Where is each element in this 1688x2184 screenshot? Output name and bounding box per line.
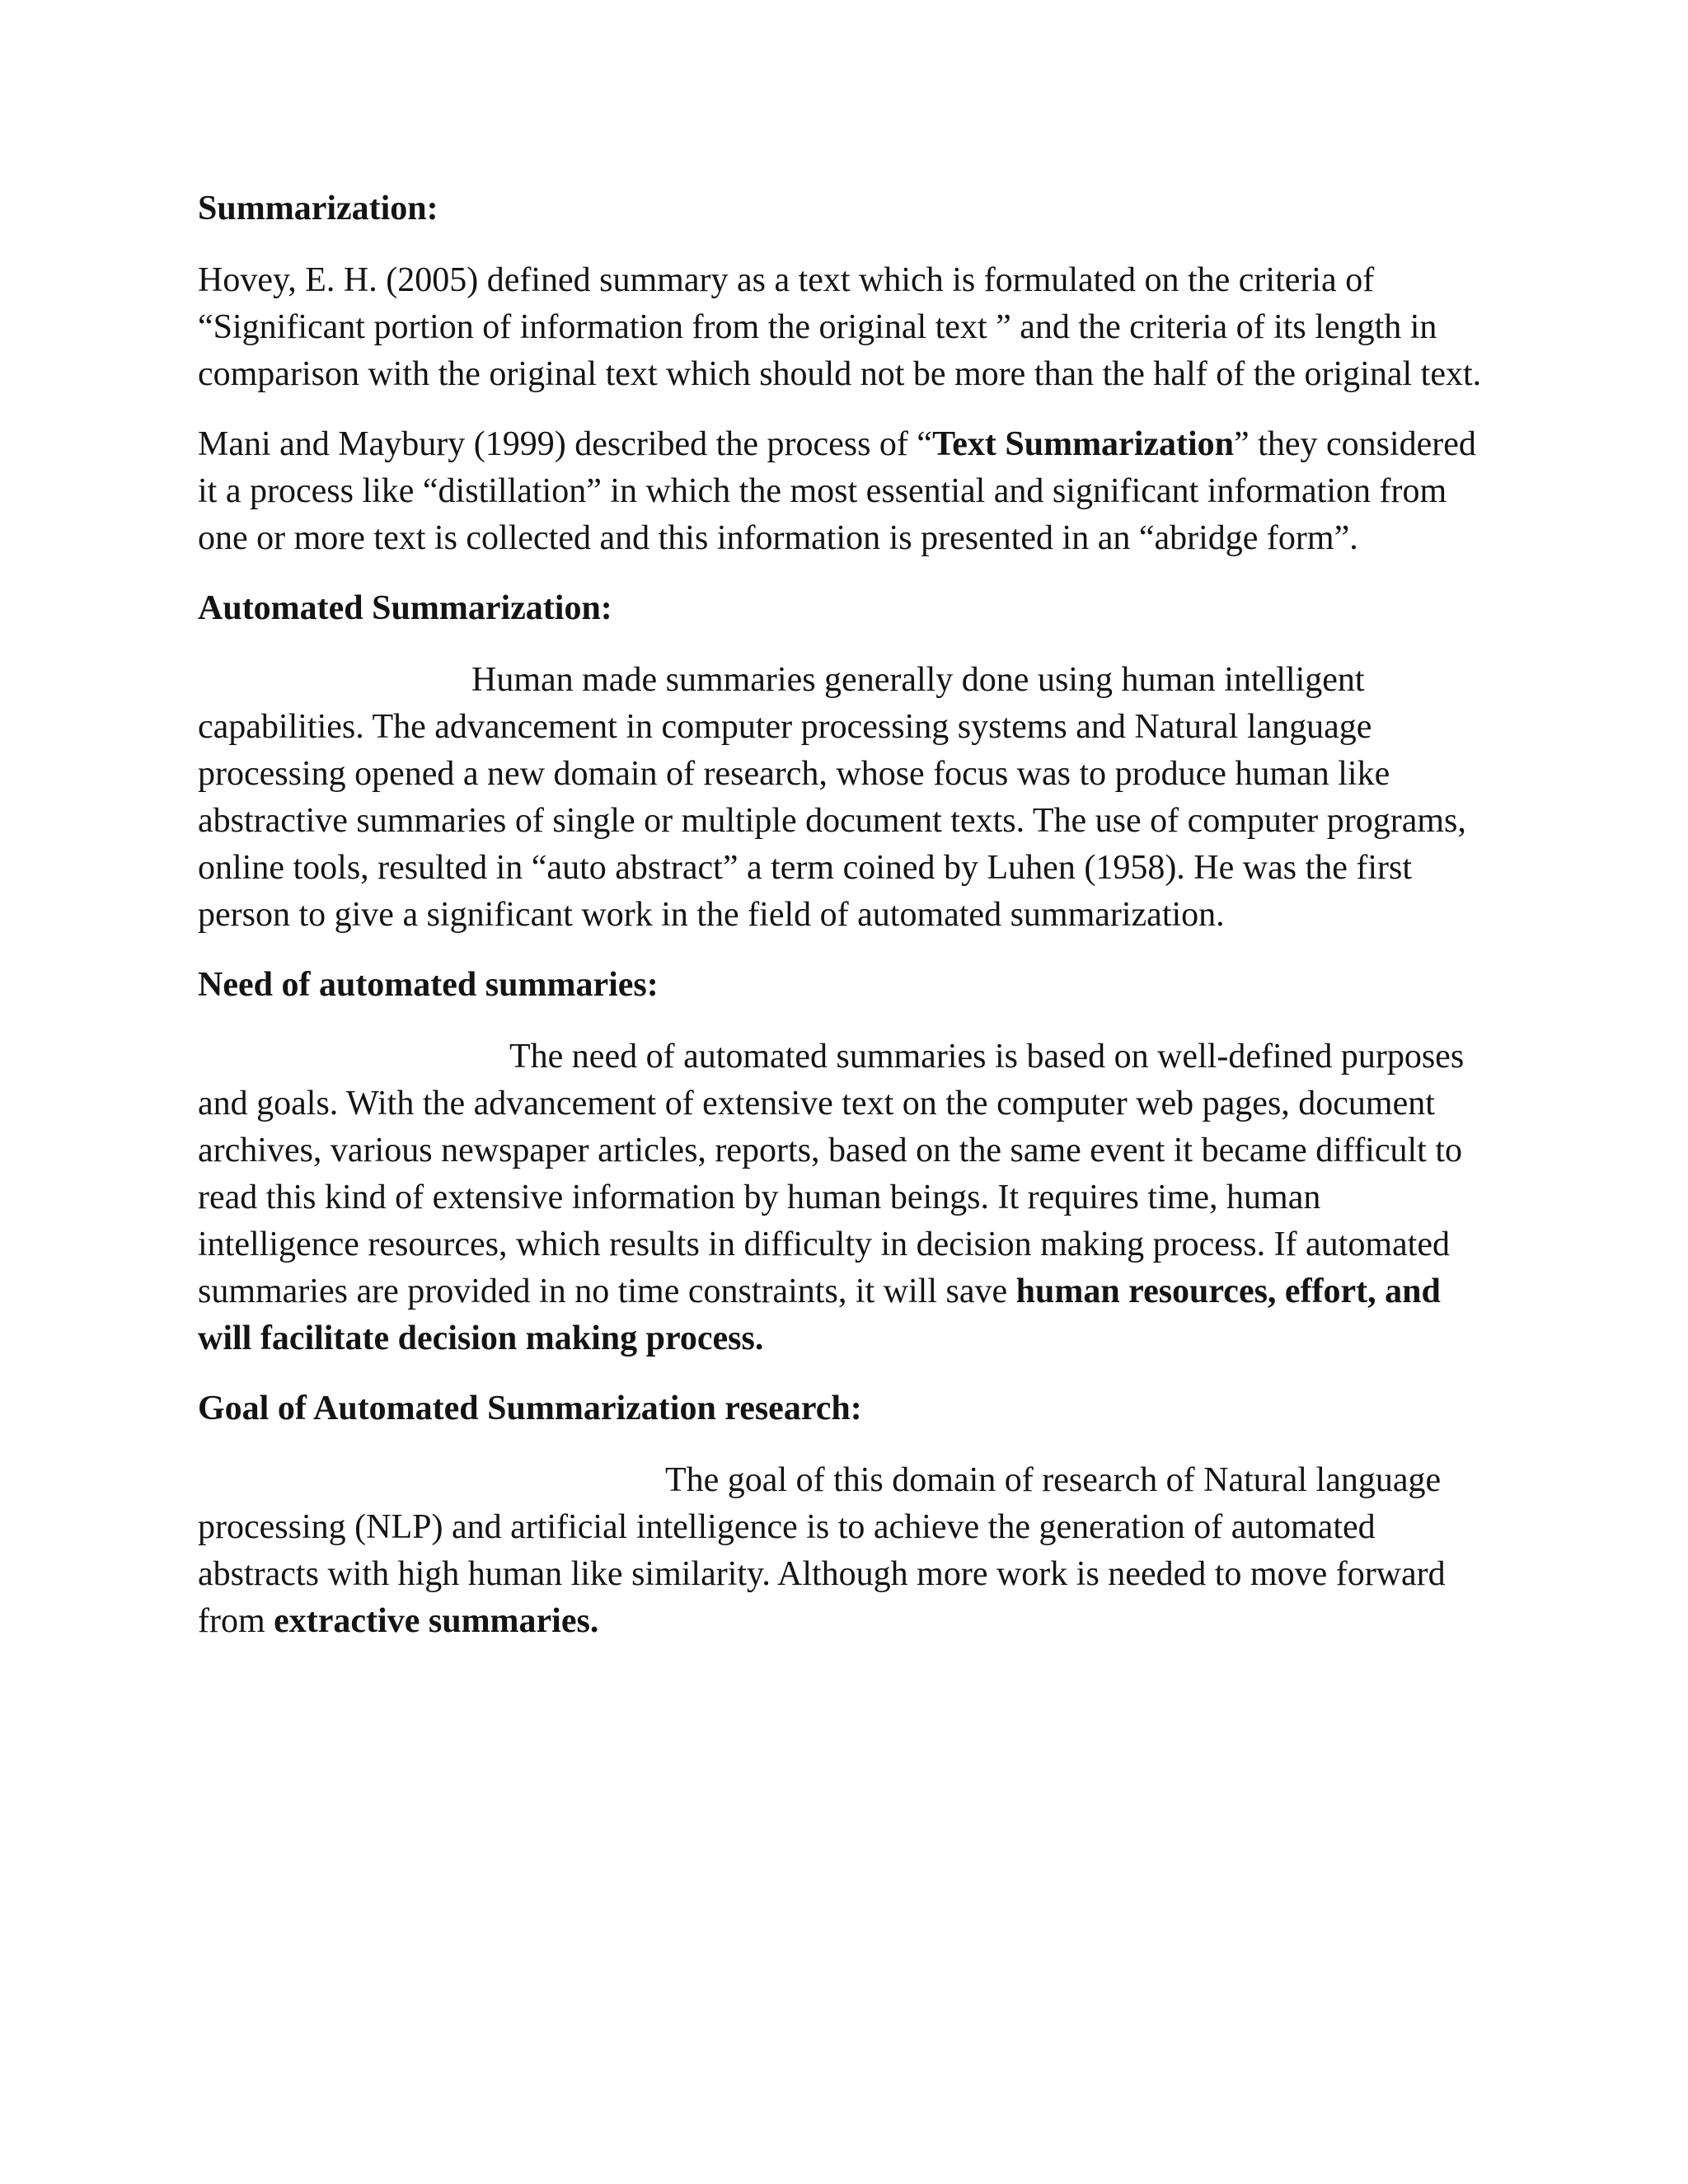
paragraph-need-of-summaries — [198, 1033, 1484, 1362]
emphasis-extractive-summaries: extractive summaries. — [274, 1602, 599, 1640]
paragraph-goal-of-research-text: The goal of this domain of research of Natural language processing (NLP) and artificial intelligence is to achieve the generation of automated abstracts with high human like similarity. Although more work is needed to move forward from — [198, 1461, 1446, 1640]
paragraph-human-made-summaries — [198, 657, 1484, 939]
heading-summarization: Summarization: — [198, 190, 438, 227]
paragraph-goal-of-research — [198, 1457, 1484, 1645]
document-page — [198, 185, 1484, 1668]
emphasis-human-resources: human resources, effort, and will facilitate decision making process. — [198, 1272, 1441, 1357]
paragraph-need-of-summaries-text: The need of automated summaries is based on well-defined purposes and goals. With the advancement of extensive text on the computer web pages, document archives, various newspaper articles, reports, based on the same event it became difficult to read this kind of extensive information by human beings. It requires time, human intelligence resources, which results in difficulty in decision making process. If automated summaries are provided in no time constraints, it will save — [198, 1038, 1465, 1310]
emphasis-text-summarization: Text Summarization — [932, 425, 1235, 463]
heading-need-of-automated-summaries: Need of automated summaries: — [198, 966, 659, 1004]
heading-goal-of-research: Goal of Automated Summarization research: — [198, 1390, 862, 1427]
paragraph-mani-maybury-part-1: Mani and Maybury (1999) described the process of “ — [198, 425, 933, 463]
paragraph-mani-maybury — [198, 421, 1484, 562]
paragraph-hovey-definition: Hovey, E. H. (2005) defined summary as a text which is formulated on the criteria of “Significant portion of information from the original text ” and the criteria of its length in comparison with the original text which should not be more than the half of the original text. — [198, 261, 1482, 393]
paragraph-mani-maybury-part-2: ” they considered it a process like “distillation” in which the most essential and significant information from one or more text is collected and this information is presented in an “abridge form”. — [198, 425, 1476, 557]
heading-automated-summarization: Automated Summarization: — [198, 589, 612, 627]
paragraph-human-made-summaries-text: Human made summaries generally done using human intelligent capabilities. The advancement in computer processing systems and Natural language processing opened a new domain of research, whose focus was to produce human like abstractive summaries of single or multiple document texts. The use of computer programs, online tools, resulted in “auto abstract” a term coined by Luhen (1958). He was the first person to give a significant work in the field of automated summarization. — [198, 661, 1466, 934]
